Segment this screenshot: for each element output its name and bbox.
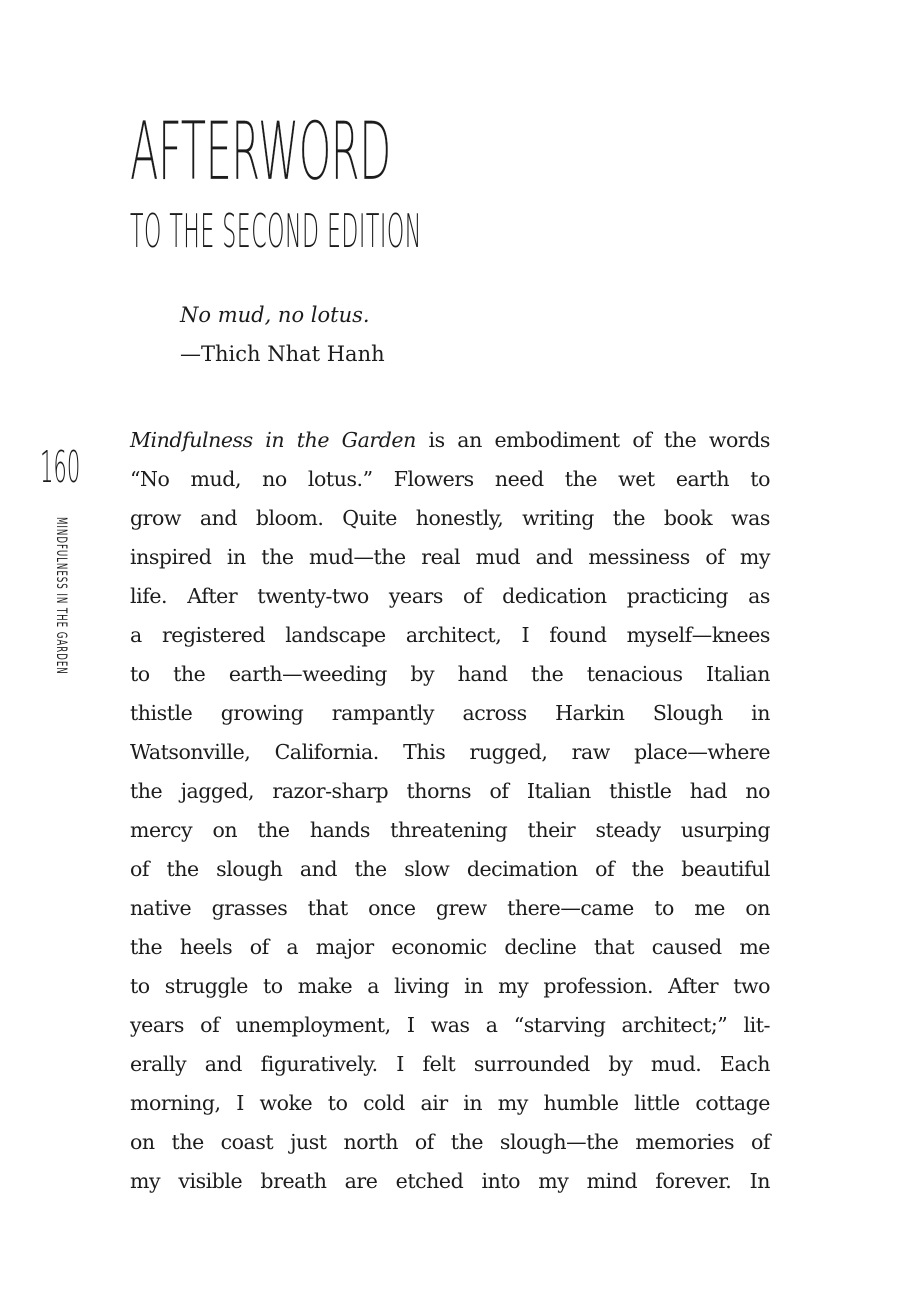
body-line: inspired in the mud—the real mud and messiness of my [130, 545, 770, 569]
chapter-subtitle: TO THE SECOND EDITION [130, 204, 422, 258]
book-title-italic: Mindfulness in the Garden [130, 428, 416, 452]
body-line: of the slough and the slow decimation of the beautiful [130, 857, 770, 881]
body-line: Watsonville, California. This rugged, raw place—where [130, 740, 770, 764]
body-line: “No mud, no lotus.” Flowers need the wet earth to [130, 467, 770, 491]
body-line: years of unemployment, I was a “starving architect;” lit- [130, 1013, 770, 1037]
body-line-text: is an embodiment of the words [415, 428, 770, 452]
running-head: MINDFULNESS IN THE GARDEN [53, 517, 69, 675]
body-line: erally and figuratively. I felt surrounded by mud. Each [130, 1052, 770, 1076]
body-line: on the coast just north of the slough—the memories of [130, 1130, 770, 1154]
body-line: morning, I woke to cold air in my humble little cottage [130, 1091, 770, 1115]
page-number: 160 [40, 442, 81, 493]
chapter-title: AFTERWORD [130, 105, 391, 198]
body-line: the jagged, razor-sharp thorns of Italian thistle had no [130, 779, 770, 803]
body-line: native grasses that once grew there—came to me on [130, 896, 770, 920]
epigraph-quote: No mud, no lotus. [180, 303, 370, 327]
body-line: mercy on the hands threatening their steady usurping [130, 818, 770, 842]
body-line: thistle growing rampantly across Harkin Slough in [130, 701, 770, 725]
body-line: a registered landscape architect, I found myself—knees [130, 623, 770, 647]
body-paragraph [130, 421, 770, 1201]
epigraph [180, 296, 385, 374]
body-line: to the earth—weeding by hand the tenacious Italian [130, 662, 770, 686]
body-line: the heels of a major economic decline that caused me [130, 935, 770, 959]
body-line: to struggle to make a living in my profession. After two [130, 974, 770, 998]
body-line: grow and bloom. Quite honestly, writing the book was [130, 506, 770, 530]
body-line: life. After twenty-two years of dedication practicing as [130, 584, 770, 608]
body-line: my visible breath are etched into my mind forever. In [130, 1169, 770, 1193]
epigraph-attribution: —Thich Nhat Hanh [180, 342, 385, 366]
body-line [130, 421, 770, 460]
